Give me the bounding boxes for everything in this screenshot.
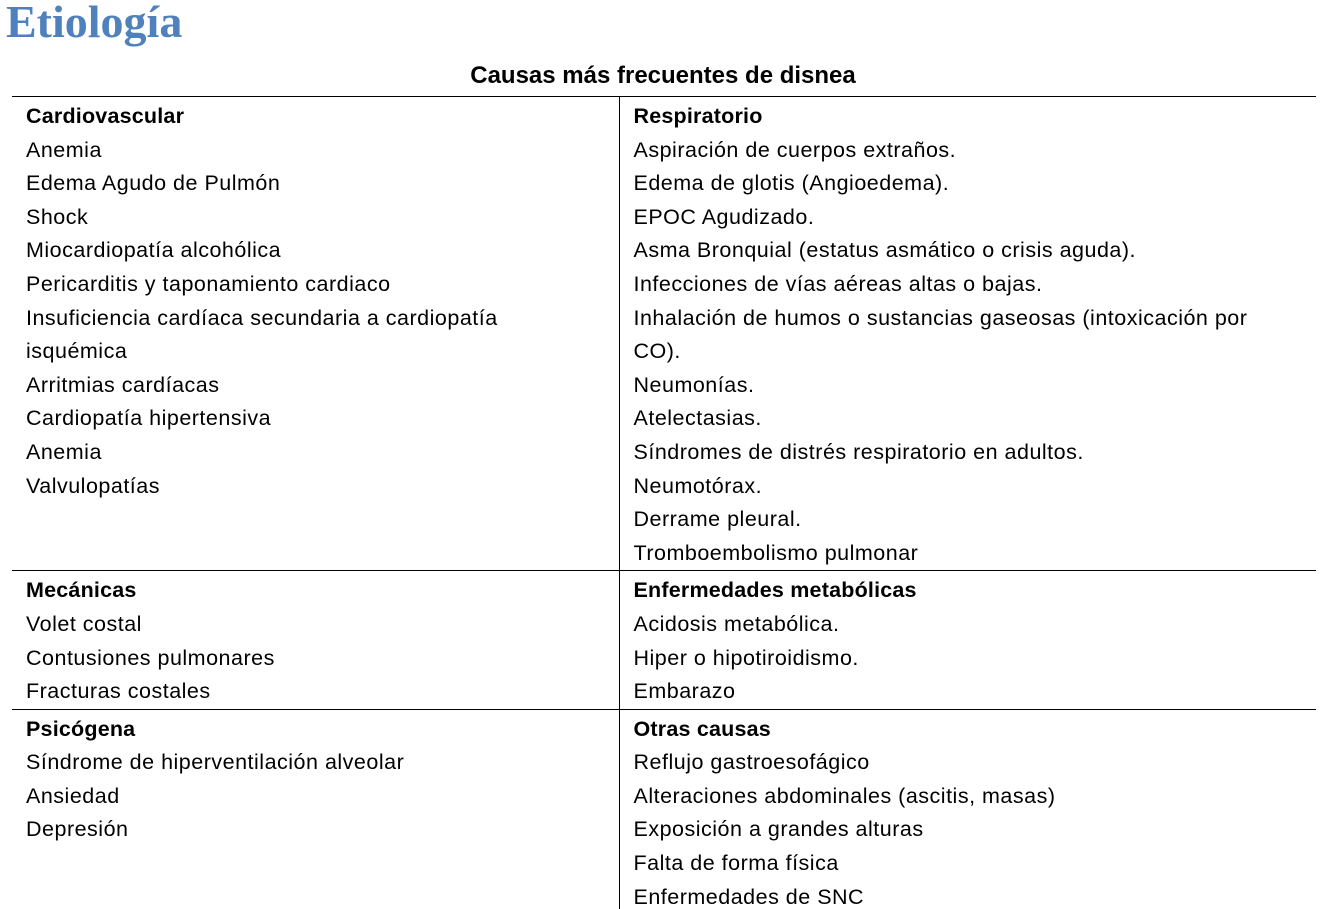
cause-item: Contusiones pulmonares	[26, 645, 275, 670]
category-cell-mecanicas	[12, 571, 619, 709]
cause-item: Ansiedad	[26, 783, 120, 808]
table-row	[12, 571, 1316, 709]
cause-item: Pericarditis y taponamiento cardiaco	[26, 271, 391, 296]
cause-item: Insuficiencia cardíaca secundaria a cardiopatía isquémica	[26, 305, 498, 364]
cause-item: Exposición a grandes alturas	[633, 817, 924, 842]
cause-item: Anemia	[26, 137, 102, 162]
table-row	[12, 97, 1316, 571]
cause-list	[26, 134, 619, 504]
cause-item: Inhalación de humos o sustancias gaseosas (intoxicación por CO).	[633, 305, 1248, 364]
cause-item: Tromboembolismo pulmonar	[633, 540, 919, 565]
category-cell-psicogena	[12, 709, 619, 909]
cause-item: Neumotórax.	[633, 473, 763, 498]
category-title: Respiratorio	[633, 104, 763, 128]
cause-item: Enfermedades de SNC	[633, 884, 865, 909]
cause-item: Reflujo gastroesofágico	[633, 750, 870, 775]
cause-list	[634, 746, 1317, 909]
cause-list	[634, 608, 1317, 709]
cause-item: Cardiopatía hipertensiva	[26, 406, 272, 431]
cause-item: Miocardiopatía alcohólica	[26, 238, 282, 263]
page-title: Etiología	[6, 0, 183, 47]
category-title: Enfermedades metabólicas	[633, 578, 917, 603]
category-cell-respiratorio	[619, 97, 1316, 571]
cause-item: Anemia	[26, 439, 102, 464]
cause-list	[26, 608, 619, 709]
category-title: Mecánicas	[26, 578, 137, 603]
cause-item: Shock	[26, 204, 89, 229]
category-title: Cardiovascular	[26, 104, 185, 128]
cause-item: Derrame pleural.	[633, 507, 802, 532]
cause-item: Edema Agudo de Pulmón	[26, 171, 281, 196]
cause-item: Hiper o hipotiroidismo.	[633, 645, 859, 670]
cause-list	[634, 134, 1317, 571]
table-row	[12, 709, 1316, 909]
cause-item: Falta de forma física	[633, 851, 839, 876]
cause-item: Embarazo	[633, 679, 736, 704]
cause-item: Asma Bronquial (estatus asmático o crisis aguda).	[633, 238, 1136, 263]
cause-item: Síndrome de hiperventilación alveolar	[26, 750, 405, 775]
category-cell-metabolicas	[619, 571, 1316, 709]
cause-item: Volet costal	[26, 611, 142, 636]
cause-item: Acidosis metabólica.	[633, 611, 840, 636]
cause-item: Fracturas costales	[26, 679, 211, 704]
cause-list	[26, 746, 619, 847]
cause-item: Infecciones de vías aéreas altas o bajas.	[633, 271, 1043, 296]
cause-item: EPOC Agudizado.	[633, 204, 815, 229]
cause-item: Síndromes de distrés respiratorio en adultos.	[633, 439, 1084, 464]
cause-item: Valvulopatías	[26, 473, 160, 498]
causes-table	[12, 96, 1316, 909]
cause-item: Neumonías.	[633, 372, 755, 397]
table-caption: Causas más frecuentes de disnea	[470, 62, 856, 89]
cause-item: Atelectasias.	[633, 406, 762, 431]
cause-item: Alteraciones abdominales (ascitis, masas)	[633, 783, 1056, 808]
category-title: Otras causas	[633, 716, 771, 741]
category-cell-otras	[619, 709, 1316, 909]
category-title: Psicógena	[26, 716, 136, 741]
cause-item: Depresión	[26, 817, 129, 842]
category-cell-cardiovascular	[12, 97, 619, 571]
cause-item: Arritmias cardíacas	[26, 372, 220, 397]
cause-item: Aspiración de cuerpos extraños.	[633, 137, 957, 162]
cause-item: Edema de glotis (Angioedema).	[633, 171, 950, 196]
